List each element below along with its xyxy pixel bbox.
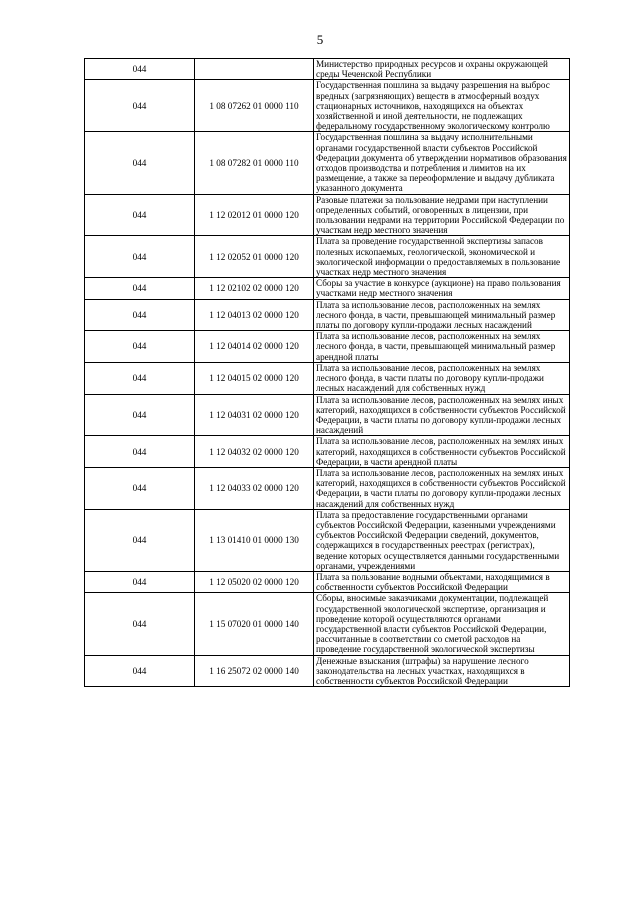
admin-code-cell: 044	[85, 394, 195, 436]
income-name-cell: Плата за использование лесов, расположенных на землях лесного фонда, в части, превышающей минимальный размер платы по договору купли-продажи лесных насаждений	[314, 299, 570, 331]
admin-code-cell: 044	[85, 59, 195, 80]
page-number: 5	[316, 32, 324, 47]
budget-code-cell: 1 12 02102 02 0000 120	[195, 278, 314, 299]
table-row	[85, 509, 570, 571]
table-row	[85, 331, 570, 363]
table-row	[85, 655, 570, 687]
income-name-cell: Плата за предоставление государственными органами субъектов Российской Федерации, казенными учреждениями субъектов Российской Федерации сведений, документов, содержащихся в государственных реестрах (регистрах), ведение которых осуществляется данными государственными органами, учреждениями	[314, 509, 570, 571]
table-row	[85, 59, 570, 80]
income-name-cell: Государственная пошлина за выдачу разрешения на выброс вредных (загрязняющих) веществ в атмосферный воздух стационарных источников, находящихся на объектах хозяйственной и иной деятельности, не подлежащих федеральному государственному экологическому контролю	[314, 80, 570, 132]
admin-code-cell: 044	[85, 467, 195, 509]
budget-code-cell: 1 12 04031 02 0000 120	[195, 394, 314, 436]
budget-code-cell: 1 08 07282 01 0000 110	[195, 132, 314, 194]
income-name-cell: Денежные взыскания (штрафы) за нарушение лесного законодательства на лесных участках, находящихся в собственности субъектов Российской Федерации	[314, 655, 570, 687]
income-name-cell: Плата за использование лесов, расположенных на землях иных категорий, находящихся в собственности субъектов Российской Федерации, в части платы по договору купли-продажи лесных насаждений для собственных нужд	[314, 467, 570, 509]
income-name-cell: Плата за проведение государственной экспертизы запасов полезных ископаемых, геологической, экономической и экологической информации о предоставляемых в пользование участках недр местного значения	[314, 236, 570, 278]
budget-code-cell: 1 12 05020 02 0000 120	[195, 571, 314, 592]
budget-code-cell: 1 13 01410 01 0000 130	[195, 509, 314, 571]
table-row	[85, 571, 570, 592]
budget-code-cell	[195, 59, 314, 80]
table-row	[85, 132, 570, 194]
budget-code-cell: 1 12 04033 02 0000 120	[195, 467, 314, 509]
budget-classification-table	[84, 58, 570, 687]
admin-code-cell: 044	[85, 80, 195, 132]
income-name-cell: Плата за использование лесов, расположенных на землях лесного фонда, в части, превышающей минимальный размер арендной платы	[314, 331, 570, 363]
income-name-cell: Разовые платежи за пользование недрами при наступлении определенных событий, оговоренных в лицензии, при пользовании недрами на территории Российской Федерации по участкам недр местного значения	[314, 194, 570, 236]
admin-code-cell: 044	[85, 593, 195, 655]
income-name-cell: Плата за использование лесов, расположенных на землях иных категорий, находящихся в собственности субъектов Российской Федерации, в части арендной платы	[314, 436, 570, 468]
admin-code-cell: 044	[85, 299, 195, 331]
table-row	[85, 236, 570, 278]
budget-code-cell: 1 12 02052 01 0000 120	[195, 236, 314, 278]
admin-code-cell: 044	[85, 436, 195, 468]
admin-code-cell: 044	[85, 571, 195, 592]
table-row	[85, 299, 570, 331]
budget-code-cell: 1 15 07020 01 0000 140	[195, 593, 314, 655]
budget-code-cell: 1 12 04014 02 0000 120	[195, 331, 314, 363]
budget-code-cell: 1 08 07262 01 0000 110	[195, 80, 314, 132]
table-row	[85, 394, 570, 436]
table-row	[85, 467, 570, 509]
table-row	[85, 436, 570, 468]
budget-code-cell: 1 12 04015 02 0000 120	[195, 362, 314, 394]
table-row	[85, 80, 570, 132]
table-row	[85, 278, 570, 299]
table-row	[85, 593, 570, 655]
income-name-cell: Плата за использование лесов, расположенных на землях лесного фонда, в части платы по договору купли-продажи лесных насаждений для собственных нужд	[314, 362, 570, 394]
admin-code-cell: 044	[85, 655, 195, 687]
income-name-cell: Сборы за участие в конкурсе (аукционе) на право пользования участками недр местного значения	[314, 278, 570, 299]
table-body	[85, 59, 570, 687]
admin-code-cell: 044	[85, 236, 195, 278]
budget-code-cell: 1 16 25072 02 0000 140	[195, 655, 314, 687]
table-row	[85, 362, 570, 394]
income-name-cell: Государственная пошлина за выдачу исполнительными органами государственной власти субъектов Российской Федерации документа об утверждении нормативов образования отходов производства и потребления и лимитов на их размещение, а также за переоформление и выдачу дубликата указанного документа	[314, 132, 570, 194]
admin-code-cell: 044	[85, 362, 195, 394]
table-row	[85, 194, 570, 236]
admin-code-cell: 044	[85, 278, 195, 299]
admin-code-cell: 044	[85, 194, 195, 236]
budget-code-cell: 1 12 04032 02 0000 120	[195, 436, 314, 468]
admin-code-cell: 044	[85, 509, 195, 571]
budget-code-cell: 1 12 02012 01 0000 120	[195, 194, 314, 236]
income-name-cell: Плата за пользование водными объектами, находящимися в собственности субъектов Российской Федерации	[314, 571, 570, 592]
budget-code-cell: 1 12 04013 02 0000 120	[195, 299, 314, 331]
income-name-cell: Плата за использование лесов, расположенных на землях иных категорий, находящихся в собственности субъектов Российской Федерации, в части платы по договору купли-продажи лесных насаждений	[314, 394, 570, 436]
admin-code-cell: 044	[85, 331, 195, 363]
income-name-cell: Министерство природных ресурсов и охраны окружающей среды Чеченской Республики	[314, 59, 570, 80]
income-name-cell: Сборы, вносимые заказчиками документации, подлежащей государственной экологической экспертизе, организация и проведение которой осуществляются органами государственной власти субъектов Российской Федерации, рассчитанные в соответствии со сметой расходов на проведение государственной экологической экспертизы	[314, 593, 570, 655]
admin-code-cell: 044	[85, 132, 195, 194]
